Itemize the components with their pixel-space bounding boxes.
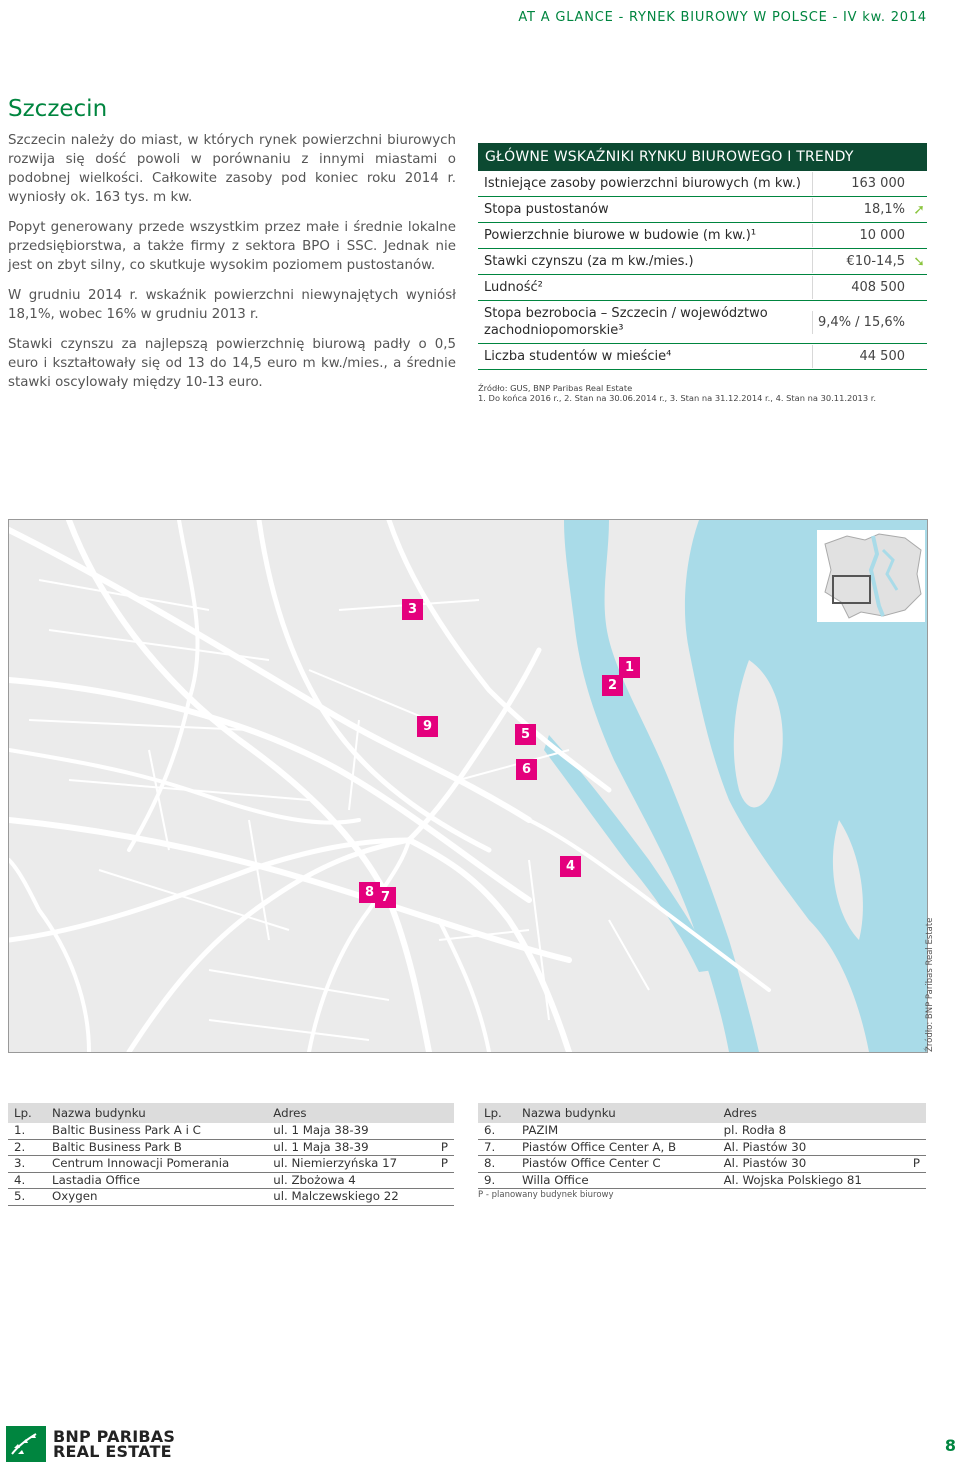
map-graphic: [9, 520, 927, 1052]
indicator-value: 163 000: [812, 172, 927, 195]
map-marker[interactable]: 1: [619, 657, 640, 678]
page-number: 8: [944, 1436, 956, 1455]
map-marker[interactable]: 7: [375, 887, 396, 908]
map-marker[interactable]: 5: [515, 724, 536, 745]
indicator-row: [478, 197, 927, 223]
intro-paragraph: Stawki czynszu za najlepszą powierzchnię biurową padły o 0,5 euro i kształtowały się od 13 do 14,5 euro m kw./mies., a średnie stawki oscylowały między 10-13 euro.: [8, 337, 456, 390]
col-header-address: Adres: [267, 1103, 428, 1123]
col-header-no: Lp.: [478, 1103, 516, 1123]
indicator-label: Istniejące zasoby powierzchni biurowych (m kw.): [484, 176, 801, 191]
city-title: Szczecin: [8, 96, 108, 122]
col-header-plan: [428, 1103, 454, 1123]
table-row: 2. Baltic Business Park B ul. 1 Maja 38-39 P: [8, 1139, 454, 1156]
indicators-source: [478, 383, 938, 403]
trend-down-icon: ➘: [913, 254, 925, 270]
intro-paragraph: Szczecin należy do miast, w których rynek powierzchni biurowych rozwija się dość powoli w porównaniu z innymi miastami o podobnej wielkości. Całkowite zasoby pod koniec roku 2014 r. wyniosły ok. 163 tys. m kw.: [8, 133, 456, 205]
intro-paragraph: Popyt generowany przede wszystkim przez małe i średnie lokalne przedsiębiorstwa, a także firmy z sektora BPO i SSC. Jednak nie jest on zbyt silny, co skutkuje wysokim poziomem pustostanów.: [8, 220, 456, 273]
city-map[interactable]: [8, 519, 928, 1053]
indicator-label: Stopa bezrobocia – Szczecin / województwo zachodniopomorskie³: [484, 306, 768, 338]
bnp-paribas-logo-icon: [6, 1426, 46, 1462]
intro-paragraph: W grudniu 2014 r. wskaźnik powierzchni niewynajętych wyniósł 18,1%, wobec 16% w grudniu 2013 r.: [8, 288, 456, 322]
indicators-table: [478, 143, 927, 370]
buildings-table-right: [478, 1103, 926, 1189]
trend-up-icon: ➚: [913, 202, 925, 218]
planned-building-note: P - planowany budynek biurowy: [478, 1190, 614, 1200]
indicator-row: [478, 249, 927, 275]
indicator-row: [478, 275, 927, 301]
map-marker[interactable]: 9: [417, 716, 438, 737]
indicators-title: GŁÓWNE WSKAŹNIKI RYNKU BIUROWEGO I TRENDY: [478, 143, 927, 171]
table-row: 7. Piastów Office Center A, B Al. Piastów 30: [478, 1139, 926, 1156]
table-row: 6. PAZIM pl. Rodła 8: [478, 1123, 926, 1139]
indicator-label: Stawki czynszu (za m kw./mies.): [484, 254, 694, 269]
intro-text: [8, 131, 456, 403]
indicator-value: 408 500: [812, 276, 927, 299]
locator-inset: [817, 530, 925, 622]
locator-map-icon: [817, 530, 925, 622]
map-marker[interactable]: 2: [602, 675, 623, 696]
indicator-row: [478, 301, 927, 344]
running-header: AT A GLANCE - RYNEK BIUROWY W POLSCE - IV kw. 2014: [518, 10, 927, 25]
map-marker[interactable]: 4: [560, 856, 581, 877]
indicator-value: €10-14,5 ➘: [812, 250, 927, 273]
table-row: 1. Baltic Business Park A i C ul. 1 Maja 38-39: [8, 1123, 454, 1139]
indicator-label: Liczba studentów w mieście⁴: [484, 349, 672, 364]
buildings-table-left: [8, 1103, 454, 1206]
map-source: Źródło: BNP Paribas Real Estate: [925, 917, 935, 1052]
indicator-label: Stopa pustostanów: [484, 202, 609, 217]
col-header-plan: [900, 1103, 926, 1123]
map-marker[interactable]: 8: [359, 882, 380, 903]
table-row: 3. Centrum Innowacji Pomerania ul. Niemierzyńska 17 P: [8, 1156, 454, 1173]
indicator-value: 10 000: [812, 224, 927, 247]
col-header-address: Adres: [718, 1103, 900, 1123]
table-header-row: [478, 1103, 926, 1123]
indicator-value: 44 500: [812, 345, 927, 368]
indicator-row: [478, 344, 927, 370]
footnotes-line: 1. Do końca 2016 r., 2. Stan na 30.06.2014 r., 3. Stan na 31.12.2014 r., 4. Stan na 30.11.2013 r.: [478, 393, 877, 403]
table-row: 9. Willa Office Al. Wojska Polskiego 81: [478, 1172, 926, 1189]
indicator-label: Powierzchnie biurowe w budowie (m kw.)¹: [484, 228, 757, 243]
table-row: 8. Piastów Office Center C Al. Piastów 30 P: [478, 1156, 926, 1173]
col-header-no: Lp.: [8, 1103, 46, 1123]
col-header-name: Nazwa budynku: [46, 1103, 267, 1123]
table-header-row: [8, 1103, 454, 1123]
table-row: 4. Lastadia Office ul. Zbożowa 4: [8, 1172, 454, 1189]
table-row: 5. Oxygen ul. Malczewskiego 22: [8, 1189, 454, 1206]
indicator-value: 9,4% / 15,6%: [812, 311, 927, 334]
indicator-row: [478, 171, 927, 197]
col-header-name: Nazwa budynku: [516, 1103, 718, 1123]
indicator-value: 18,1% ➚: [812, 198, 927, 221]
indicator-row: [478, 223, 927, 249]
indicator-label: Ludność²: [484, 280, 543, 295]
map-marker[interactable]: 3: [402, 599, 423, 620]
map-marker[interactable]: 6: [516, 759, 537, 780]
logo-wordmark: BNP PARIBAS REAL ESTATE: [53, 1427, 176, 1461]
source-line: Źródło: GUS, BNP Paribas Real Estate: [478, 383, 633, 393]
